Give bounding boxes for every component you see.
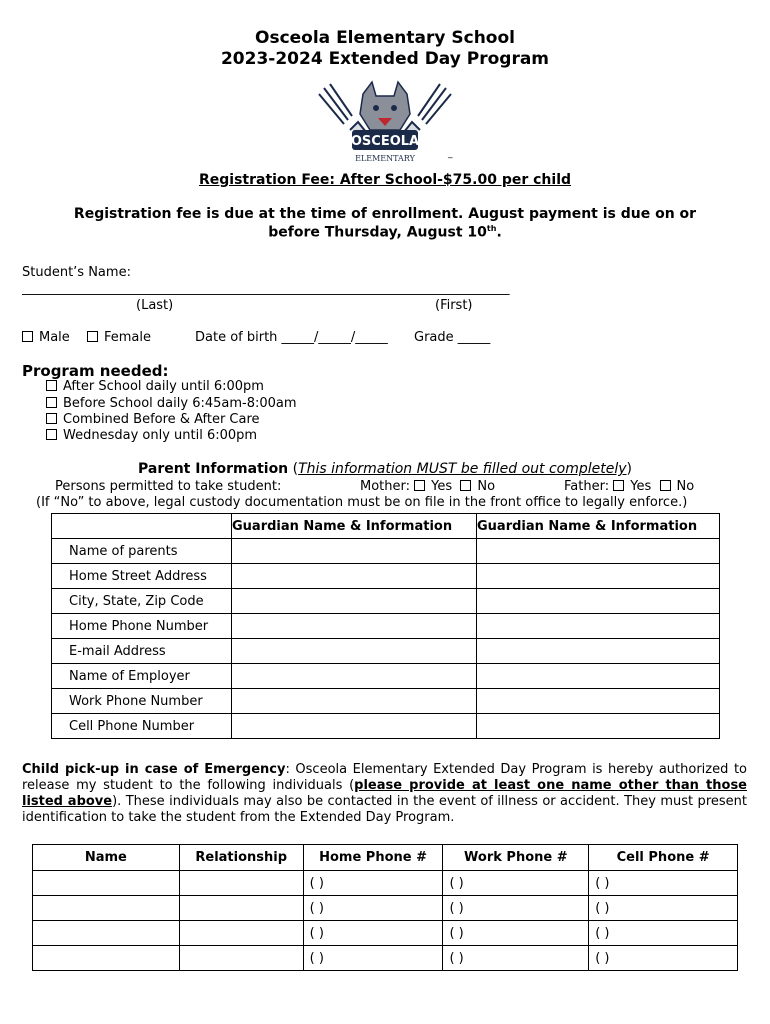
program-title: 2023-2024 Extended Day Program [220, 49, 550, 69]
grade-field[interactable]: Grade _____ [414, 330, 491, 345]
table-row [52, 614, 720, 639]
program-checkbox[interactable] [46, 397, 57, 408]
table-row [52, 539, 720, 564]
emergency-contacts-table [32, 844, 738, 971]
due-line-2: before Thursday, August 10th. [268, 224, 502, 241]
program-option[interactable]: Before School daily 6:45am-8:00am [46, 396, 297, 411]
male-checkbox[interactable] [22, 331, 33, 342]
cell-phone-cell[interactable]: ( ) [589, 871, 738, 896]
work-phone-cell[interactable]: ( ) [443, 946, 589, 971]
guardian-1-cell[interactable] [232, 589, 477, 614]
last-name-caption: (Last) [136, 298, 174, 313]
guardian-1-cell[interactable] [232, 664, 477, 689]
guardian-2-cell[interactable] [477, 664, 720, 689]
home-phone-cell[interactable]: ( ) [303, 871, 443, 896]
relationship-header: Relationship [179, 845, 303, 871]
home-phone-header: Home Phone # [303, 845, 443, 871]
cell-phone-cell[interactable]: ( ) [589, 921, 738, 946]
table-row [52, 564, 720, 589]
guardian-2-cell[interactable] [477, 564, 720, 589]
cell-phone-cell[interactable]: ( ) [589, 946, 738, 971]
contact-name-cell[interactable] [33, 871, 180, 896]
row-label: Home Phone Number [52, 614, 232, 639]
guardian-2-cell[interactable] [477, 639, 720, 664]
table-row [33, 921, 738, 946]
program-option[interactable]: Wednesday only until 6:00pm [46, 428, 257, 443]
guardian-2-cell[interactable] [477, 689, 720, 714]
first-name-caption: (First) [435, 298, 473, 313]
guardian-1-cell[interactable] [232, 639, 477, 664]
mother-permission: Mother: Yes No [360, 479, 496, 494]
work-phone-cell[interactable]: ( ) [443, 896, 589, 921]
logo-stray-mark: _ [448, 149, 453, 159]
guardian-1-cell[interactable] [232, 539, 477, 564]
table-row [52, 589, 720, 614]
blank-header-cell [52, 514, 232, 539]
guardian-2-cell[interactable] [477, 614, 720, 639]
father-no-checkbox[interactable] [660, 480, 671, 491]
logo-word: OSCEOLA [350, 134, 420, 149]
student-name-field[interactable]: ___________________________________________________________________________ [22, 281, 510, 296]
student-name-label: Student’s Name: [22, 265, 131, 280]
logo-sub: ELEMENTARY [355, 154, 415, 163]
school-title: Osceola Elementary School [255, 28, 515, 48]
contact-relationship-cell[interactable] [179, 896, 303, 921]
work-phone-header: Work Phone # [443, 845, 589, 871]
table-row [52, 639, 720, 664]
row-label: City, State, Zip Code [52, 589, 232, 614]
table-row [33, 896, 738, 921]
mother-yes-checkbox[interactable] [414, 480, 425, 491]
name-header: Name [33, 845, 180, 871]
row-label: Name of Employer [52, 664, 232, 689]
date-of-birth-field[interactable]: Date of birth _____/_____/_____ [195, 330, 388, 345]
table-row [52, 714, 720, 739]
row-label: Cell Phone Number [52, 714, 232, 739]
guardian-1-header: Guardian Name & Information [232, 514, 477, 539]
female-checkbox[interactable] [87, 331, 98, 342]
guardian-2-cell[interactable] [477, 714, 720, 739]
guardian-2-cell[interactable] [477, 539, 720, 564]
home-phone-cell[interactable]: ( ) [303, 896, 443, 921]
contact-name-cell[interactable] [33, 921, 180, 946]
row-label: Home Street Address [52, 564, 232, 589]
registration-fee: Registration Fee: After School-$75.00 per child [198, 172, 572, 188]
male-option[interactable]: Male [22, 330, 70, 345]
row-label: E-mail Address [52, 639, 232, 664]
program-option[interactable]: After School daily until 6:00pm [46, 379, 264, 394]
table-row [33, 946, 738, 971]
program-checkbox[interactable] [46, 380, 57, 391]
permitted-label: Persons permitted to take student: [55, 479, 282, 494]
mother-no-checkbox[interactable] [460, 480, 471, 491]
contact-relationship-cell[interactable] [179, 946, 303, 971]
female-option[interactable]: Female [87, 330, 151, 345]
cell-phone-cell[interactable]: ( ) [589, 896, 738, 921]
father-yes-checkbox[interactable] [613, 480, 624, 491]
work-phone-cell[interactable]: ( ) [443, 871, 589, 896]
program-option[interactable]: Combined Before & After Care [46, 412, 260, 427]
home-phone-cell[interactable]: ( ) [303, 921, 443, 946]
home-phone-cell[interactable]: ( ) [303, 946, 443, 971]
parent-heading: Parent Information (This information MUST be filled out completely) [137, 461, 632, 477]
row-label: Name of parents [52, 539, 232, 564]
program-heading: Program needed: [22, 362, 169, 380]
cell-phone-header: Cell Phone # [589, 845, 738, 871]
due-line-1: Registration fee is due at the time of enrollment. August payment is due on or [73, 206, 697, 222]
table-row [52, 689, 720, 714]
contact-relationship-cell[interactable] [179, 921, 303, 946]
parent-info-table [51, 513, 720, 739]
contact-name-cell[interactable] [33, 896, 180, 921]
contact-relationship-cell[interactable] [179, 871, 303, 896]
bobcat-logo [314, 80, 456, 166]
table-row [33, 871, 738, 896]
guardian-1-cell[interactable] [232, 564, 477, 589]
row-label: Work Phone Number [52, 689, 232, 714]
guardian-2-cell[interactable] [477, 589, 720, 614]
emergency-paragraph: Child pick-up in case of Emergency: Osceola Elementary Extended Day Program is hereby authorized to release my student to the following individuals (please provide at least one name other than those listed above). These individuals may also be contacted in the event of illness or accident. They must present identification to take the student from the Extended Day Program. [22, 762, 747, 825]
guardian-1-cell[interactable] [232, 689, 477, 714]
custody-note: (If “No” to above, legal custody documentation must be on file in the front office to legally enforce.) [36, 495, 688, 510]
table-row [52, 664, 720, 689]
guardian-1-cell[interactable] [232, 614, 477, 639]
father-permission: Father: Yes No [564, 479, 695, 494]
guardian-2-header: Guardian Name & Information [477, 514, 720, 539]
work-phone-cell[interactable]: ( ) [443, 921, 589, 946]
program-checkbox[interactable] [46, 429, 57, 440]
program-checkbox[interactable] [46, 413, 57, 424]
guardian-1-cell[interactable] [232, 714, 477, 739]
contact-name-cell[interactable] [33, 946, 180, 971]
